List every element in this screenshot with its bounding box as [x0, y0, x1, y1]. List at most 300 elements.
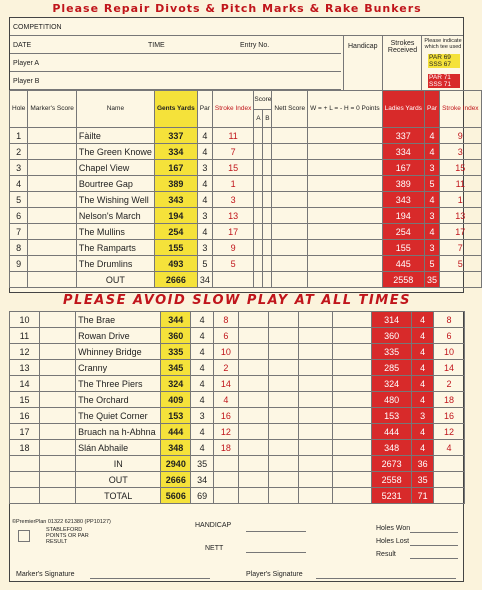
- marker-score-cell[interactable]: [28, 256, 77, 272]
- score-b-cell[interactable]: [268, 344, 298, 360]
- column-header-row: [10, 91, 482, 128]
- blank-cell: [214, 488, 239, 504]
- score-b-cell[interactable]: [268, 392, 298, 408]
- par: 4: [191, 424, 214, 440]
- score-b-total-cell[interactable]: [268, 488, 298, 504]
- competition-label: COMPETITION: [13, 24, 62, 31]
- par: 4: [191, 440, 214, 456]
- gents-yards: 324: [161, 376, 191, 392]
- hole-name: Whinney Bridge: [76, 344, 161, 360]
- points-cell[interactable]: [308, 240, 383, 256]
- ladies-par: 4: [424, 224, 439, 240]
- hole-row: [10, 256, 482, 272]
- hole-row: [10, 392, 465, 408]
- ladies-par: 4: [412, 392, 434, 408]
- gents-yards: 344: [161, 312, 191, 328]
- total-par: 34: [191, 472, 214, 488]
- points-cell[interactable]: [308, 224, 383, 240]
- marker-score-cell[interactable]: [28, 224, 77, 240]
- nett-footer-label: NETT: [205, 545, 224, 552]
- player-b-row[interactable]: [10, 72, 341, 90]
- marker-total-cell[interactable]: [39, 488, 75, 504]
- score-a-cell[interactable]: [238, 312, 268, 328]
- ladies-stroke-index: 4: [433, 440, 464, 456]
- points-total-cell[interactable]: [332, 488, 371, 504]
- points-cell[interactable]: [332, 376, 371, 392]
- score-a-total-cell[interactable]: [238, 456, 268, 472]
- score-a-cell[interactable]: [254, 128, 263, 144]
- hole-row: [10, 424, 465, 440]
- score-b-cell[interactable]: [268, 360, 298, 376]
- date-label: DATE: [13, 42, 32, 49]
- handicap-line[interactable]: [246, 531, 306, 532]
- hole-name: Slán Abhaile: [76, 440, 161, 456]
- nett-score-cell[interactable]: [298, 376, 332, 392]
- stroke-index: 14: [214, 376, 239, 392]
- marker-score-cell[interactable]: [28, 144, 77, 160]
- ladies-par: 4: [412, 312, 434, 328]
- hole-name: Cranny: [76, 360, 161, 376]
- player-a-row[interactable]: [10, 54, 341, 72]
- par: 4: [197, 192, 212, 208]
- total-par: 35: [191, 456, 214, 472]
- ladies-yards: 334: [382, 144, 424, 160]
- col-nett-score: Nett Score: [272, 91, 308, 128]
- hole-name: The Mullins: [76, 224, 154, 240]
- score-b-cell[interactable]: [263, 256, 272, 272]
- score-a-cell[interactable]: [238, 408, 268, 424]
- nett-score-cell[interactable]: [272, 208, 308, 224]
- competition-row: [10, 18, 463, 36]
- total-ladies-yards: 2673: [371, 456, 411, 472]
- entry-no-label: Entry No.: [240, 42, 270, 49]
- marker-total-cell[interactable]: [39, 456, 75, 472]
- par: 3: [191, 408, 214, 424]
- points-cell[interactable]: [332, 408, 371, 424]
- marker-score-cell[interactable]: [28, 128, 77, 144]
- nett-score-cell[interactable]: [298, 392, 332, 408]
- ladies-par: 4: [424, 128, 439, 144]
- score-b-cell[interactable]: [268, 440, 298, 456]
- hole-name: The Green Knowe: [76, 144, 154, 160]
- points-cell[interactable]: [332, 312, 371, 328]
- blank-cell: [214, 456, 239, 472]
- stroke-index: 2: [214, 360, 239, 376]
- result-line[interactable]: [410, 558, 458, 559]
- points-cell[interactable]: [332, 360, 371, 376]
- scorecard-back: [9, 311, 464, 582]
- ladies-stroke-index: 5: [440, 256, 482, 272]
- tee-par-ladies: [428, 74, 460, 88]
- nett-total-cell[interactable]: [298, 456, 332, 472]
- nett-score-cell[interactable]: [298, 312, 332, 328]
- hole-number: 9: [10, 256, 28, 272]
- score-b-cell[interactable]: [268, 408, 298, 424]
- gents-yards: 167: [154, 160, 197, 176]
- score-b-cell[interactable]: [263, 224, 272, 240]
- hole-number: 17: [10, 424, 40, 440]
- marker-total-cell[interactable]: [39, 472, 75, 488]
- hole-name: Rowan Drive: [76, 328, 161, 344]
- ladies-yards: 389: [382, 176, 424, 192]
- nett-score-cell[interactable]: [298, 424, 332, 440]
- printer-credit: ©PremierPlan 01322 621380 (PP10127): [12, 519, 111, 525]
- stroke-index: 13: [212, 208, 254, 224]
- col-score-b: B: [265, 115, 270, 122]
- score-a-cell[interactable]: [254, 256, 263, 272]
- ladies-stroke-index: 10: [433, 344, 464, 360]
- gents-yards: 348: [161, 440, 191, 456]
- stableford-checkbox[interactable]: [18, 530, 30, 542]
- marker-score-cell[interactable]: [39, 328, 75, 344]
- gents-yards: 254: [154, 224, 197, 240]
- sss-ladies: SSS 71: [428, 81, 460, 88]
- score-b-cell[interactable]: [268, 376, 298, 392]
- ladies-stroke-index: 6: [433, 328, 464, 344]
- par: 4: [191, 344, 214, 360]
- score-a-total-cell[interactable]: [254, 272, 263, 288]
- nett-score-cell[interactable]: [298, 440, 332, 456]
- col-name: Name: [76, 91, 154, 128]
- marker-score-cell[interactable]: [28, 176, 77, 192]
- strokes-received-label: Strokes Received: [387, 40, 418, 54]
- par: 4: [197, 176, 212, 192]
- nett-total-cell[interactable]: [298, 488, 332, 504]
- holes-won-line[interactable]: [410, 532, 458, 533]
- points-cell[interactable]: [332, 424, 371, 440]
- score-b-cell[interactable]: [263, 240, 272, 256]
- nett-score-cell[interactable]: [272, 160, 308, 176]
- ladies-par: 4: [412, 328, 434, 344]
- par: 3: [197, 240, 212, 256]
- hole-number: 6: [10, 208, 28, 224]
- blank-cell: [433, 488, 464, 504]
- hole-name: The Wishing Well: [76, 192, 154, 208]
- holes-lost-line[interactable]: [410, 545, 458, 546]
- points-cell[interactable]: [332, 328, 371, 344]
- total-ladies-par: 35: [424, 272, 439, 288]
- score-b-cell[interactable]: [263, 144, 272, 160]
- score-a-total-cell[interactable]: [238, 488, 268, 504]
- par-ladies: PAR 71: [428, 74, 460, 81]
- nett-score-cell[interactable]: [272, 176, 308, 192]
- hole-row: [10, 176, 482, 192]
- nett-line[interactable]: [246, 552, 306, 553]
- nett-score-cell[interactable]: [272, 128, 308, 144]
- stroke-index: 3: [212, 192, 254, 208]
- ladies-par: 3: [412, 408, 434, 424]
- total-ladies-yards: 2558: [382, 272, 424, 288]
- col-points: W = + L = - H = 0 Points: [308, 91, 383, 128]
- holes-lost-label: Holes Lost: [376, 538, 410, 545]
- gents-yards: 337: [154, 128, 197, 144]
- blank-cell: [10, 488, 40, 504]
- hole-number: 11: [10, 328, 40, 344]
- markers-signature-label: Marker's Signature: [16, 571, 75, 578]
- hole-number: 15: [10, 392, 40, 408]
- score-b-cell[interactable]: [263, 192, 272, 208]
- handicap-label: Handicap: [348, 43, 378, 50]
- blank-cell: [214, 472, 239, 488]
- par: 4: [191, 392, 214, 408]
- marker-score-cell[interactable]: [39, 312, 75, 328]
- hole-row: [10, 376, 465, 392]
- ladies-yards: 337: [382, 128, 424, 144]
- hole-name: The Brae: [76, 312, 161, 328]
- hole-row: [10, 312, 465, 328]
- blank-cell: [212, 272, 254, 288]
- total-gents-yards: 2666: [161, 472, 191, 488]
- total-par: 34: [197, 272, 212, 288]
- ladies-par: 4: [412, 344, 434, 360]
- hole-name: The Orchard: [76, 392, 161, 408]
- total-row: [10, 488, 465, 504]
- gents-yards: 343: [154, 192, 197, 208]
- hole-row: [10, 328, 465, 344]
- player-a-label: Player A: [13, 60, 40, 67]
- ladies-stroke-index: 2: [433, 376, 464, 392]
- ladies-par: 4: [412, 440, 434, 456]
- score-a-cell[interactable]: [254, 160, 263, 176]
- col-marker: Marker's Score: [28, 91, 77, 128]
- stroke-index: 9: [212, 240, 254, 256]
- points-cell[interactable]: [332, 392, 371, 408]
- score-a-cell[interactable]: [238, 440, 268, 456]
- points-total-cell[interactable]: [308, 272, 383, 288]
- col-par: Par: [197, 91, 212, 128]
- stroke-index: 5: [212, 256, 254, 272]
- ladies-yards: 155: [382, 240, 424, 256]
- stroke-index: 11: [212, 128, 254, 144]
- hole-number: 12: [10, 344, 40, 360]
- hole-row: [10, 208, 482, 224]
- par: 4: [197, 224, 212, 240]
- stroke-index: 6: [214, 328, 239, 344]
- ladies-stroke-index: 15: [440, 160, 482, 176]
- points-cell[interactable]: [308, 128, 383, 144]
- ladies-yards: 324: [371, 376, 411, 392]
- score-b-cell[interactable]: [263, 208, 272, 224]
- score-a-cell[interactable]: [254, 224, 263, 240]
- col-score-a: A: [254, 110, 263, 127]
- ladies-yards: 194: [382, 208, 424, 224]
- gents-yards: 345: [161, 360, 191, 376]
- total-label: OUT: [76, 272, 154, 288]
- ladies-yards: 153: [371, 408, 411, 424]
- points-cell[interactable]: [308, 176, 383, 192]
- gents-yards: 360: [161, 328, 191, 344]
- score-a-cell[interactable]: [238, 344, 268, 360]
- ladies-yards: 445: [382, 256, 424, 272]
- score-b-cell[interactable]: [263, 176, 272, 192]
- points-total-cell[interactable]: [332, 456, 371, 472]
- hole-number: 18: [10, 440, 40, 456]
- hole-row: [10, 344, 465, 360]
- hole-number: 1: [10, 128, 28, 144]
- hole-number: 5: [10, 192, 28, 208]
- hole-name: Chapel View: [76, 160, 154, 176]
- hole-number: 13: [10, 360, 40, 376]
- par: 4: [191, 376, 214, 392]
- nett-score-cell[interactable]: [298, 408, 332, 424]
- col-score: Score A B: [254, 91, 272, 128]
- stroke-index: 4: [214, 392, 239, 408]
- score-b-cell[interactable]: [268, 312, 298, 328]
- nett-score-cell[interactable]: [272, 224, 308, 240]
- marker-score-cell[interactable]: [28, 240, 77, 256]
- score-b-cell[interactable]: [268, 328, 298, 344]
- score-a-cell[interactable]: [238, 424, 268, 440]
- banner-repair-divots: Please Repair Divots & Pitch Marks & Rake Bunkers: [52, 2, 422, 15]
- score-b-total-cell[interactable]: [268, 456, 298, 472]
- total-label: IN: [76, 456, 161, 472]
- time-label: TIME: [148, 42, 165, 49]
- ladies-yards: 444: [371, 424, 411, 440]
- marker-score-cell[interactable]: [39, 392, 75, 408]
- par: 5: [197, 256, 212, 272]
- nett-score-cell[interactable]: [272, 144, 308, 160]
- hole-number: 7: [10, 224, 28, 240]
- score-a-cell[interactable]: [238, 392, 268, 408]
- par: 4: [191, 312, 214, 328]
- total-label: TOTAL: [76, 488, 161, 504]
- points-cell[interactable]: [308, 208, 383, 224]
- score-b-cell[interactable]: [263, 128, 272, 144]
- scorecard-front: [9, 17, 479, 293]
- points-total-cell[interactable]: [332, 472, 371, 488]
- score-a-total-cell[interactable]: [238, 472, 268, 488]
- marker-score-cell[interactable]: [39, 424, 75, 440]
- ladies-yards: 480: [371, 392, 411, 408]
- points-cell[interactable]: [308, 160, 383, 176]
- hole-number: 3: [10, 160, 28, 176]
- marker-score-cell[interactable]: [28, 208, 77, 224]
- hole-row: [10, 160, 482, 176]
- score-b-cell[interactable]: [268, 424, 298, 440]
- ladies-stroke-index: 8: [433, 312, 464, 328]
- stroke-index: 18: [214, 440, 239, 456]
- points-cell[interactable]: [308, 192, 383, 208]
- ladies-par: 4: [424, 144, 439, 160]
- hole-number: 2: [10, 144, 28, 160]
- ladies-yards: 254: [382, 224, 424, 240]
- nett-score-cell[interactable]: [272, 256, 308, 272]
- ladies-stroke-index: 18: [433, 392, 464, 408]
- gents-yards: 389: [154, 176, 197, 192]
- nett-score-cell[interactable]: [298, 360, 332, 376]
- ladies-yards: 348: [371, 440, 411, 456]
- gents-yards: 444: [161, 424, 191, 440]
- score-a-cell[interactable]: [238, 360, 268, 376]
- stroke-index: 7: [212, 144, 254, 160]
- marker-score-cell[interactable]: [28, 160, 77, 176]
- points-cell[interactable]: [308, 256, 383, 272]
- hole-row: [10, 224, 482, 240]
- gents-yards: 334: [154, 144, 197, 160]
- score-a-cell[interactable]: [254, 144, 263, 160]
- ladies-stroke-index: 12: [433, 424, 464, 440]
- stroke-index: 16: [214, 408, 239, 424]
- score-b-total-cell[interactable]: [263, 272, 272, 288]
- marker-score-cell[interactable]: [39, 440, 75, 456]
- hole-row: [10, 192, 482, 208]
- hole-row: [10, 440, 465, 456]
- ladies-stroke-index: 13: [440, 208, 482, 224]
- score-a-cell[interactable]: [238, 376, 268, 392]
- points-cell[interactable]: [332, 344, 371, 360]
- blank-cell: [433, 472, 464, 488]
- score-a-cell[interactable]: [254, 176, 263, 192]
- hole-row: [10, 144, 482, 160]
- hole-name: Fàilte: [76, 128, 154, 144]
- nett-score-cell[interactable]: [298, 328, 332, 344]
- nett-total-cell[interactable]: [272, 272, 308, 288]
- tee-par-gents: [428, 54, 460, 68]
- ladies-yards: 314: [371, 312, 411, 328]
- marker-score-cell[interactable]: [39, 360, 75, 376]
- ladies-par: 4: [412, 360, 434, 376]
- players-signature-line[interactable]: [316, 578, 456, 579]
- blank-cell: [10, 472, 40, 488]
- ladies-yards: 167: [382, 160, 424, 176]
- score-a-cell[interactable]: [254, 208, 263, 224]
- total-gents-yards: 2666: [154, 272, 197, 288]
- marker-score-cell[interactable]: [39, 344, 75, 360]
- hole-name: The Ramparts: [76, 240, 154, 256]
- marker-total-cell[interactable]: [28, 272, 77, 288]
- date-row: [10, 36, 341, 54]
- ladies-par: 5: [424, 176, 439, 192]
- marker-score-cell[interactable]: [39, 408, 75, 424]
- col-ladies-par: Par: [424, 91, 439, 128]
- hole-number: 4: [10, 176, 28, 192]
- score-b-cell[interactable]: [263, 160, 272, 176]
- ladies-stroke-index: 7: [440, 240, 482, 256]
- ladies-par: 4: [412, 424, 434, 440]
- total-label: OUT: [76, 472, 161, 488]
- blank-cell: [10, 456, 40, 472]
- sss-gents: SSS 67: [428, 61, 460, 68]
- gents-yards: 409: [161, 392, 191, 408]
- nett-score-cell[interactable]: [272, 192, 308, 208]
- hole-name: Nelson's March: [76, 208, 154, 224]
- markers-signature-line[interactable]: [90, 578, 210, 579]
- par: 4: [191, 328, 214, 344]
- blank-cell: [440, 272, 482, 288]
- total-row: [10, 272, 482, 288]
- marker-score-cell[interactable]: [28, 192, 77, 208]
- score-a-cell[interactable]: [238, 328, 268, 344]
- stableford-label: STABLEFORD POINTS OR PAR RESULT: [46, 527, 89, 545]
- nett-score-cell[interactable]: [298, 344, 332, 360]
- total-par: 69: [191, 488, 214, 504]
- score-a-cell[interactable]: [254, 240, 263, 256]
- nett-score-cell[interactable]: [272, 240, 308, 256]
- col-gents-yards: Gents Yards: [154, 91, 197, 128]
- points-cell[interactable]: [308, 144, 383, 160]
- score-b-total-cell[interactable]: [268, 472, 298, 488]
- hole-row: [10, 240, 482, 256]
- ladies-par: 3: [424, 208, 439, 224]
- score-a-cell[interactable]: [254, 192, 263, 208]
- hole-name: Bruach na h-Abhna: [76, 424, 161, 440]
- marker-score-cell[interactable]: [39, 376, 75, 392]
- tee-indicate-label: Please indicate which tee used: [424, 38, 462, 50]
- blank-cell: [433, 456, 464, 472]
- points-cell[interactable]: [332, 440, 371, 456]
- nett-total-cell[interactable]: [298, 472, 332, 488]
- front-nine-table: [9, 90, 482, 288]
